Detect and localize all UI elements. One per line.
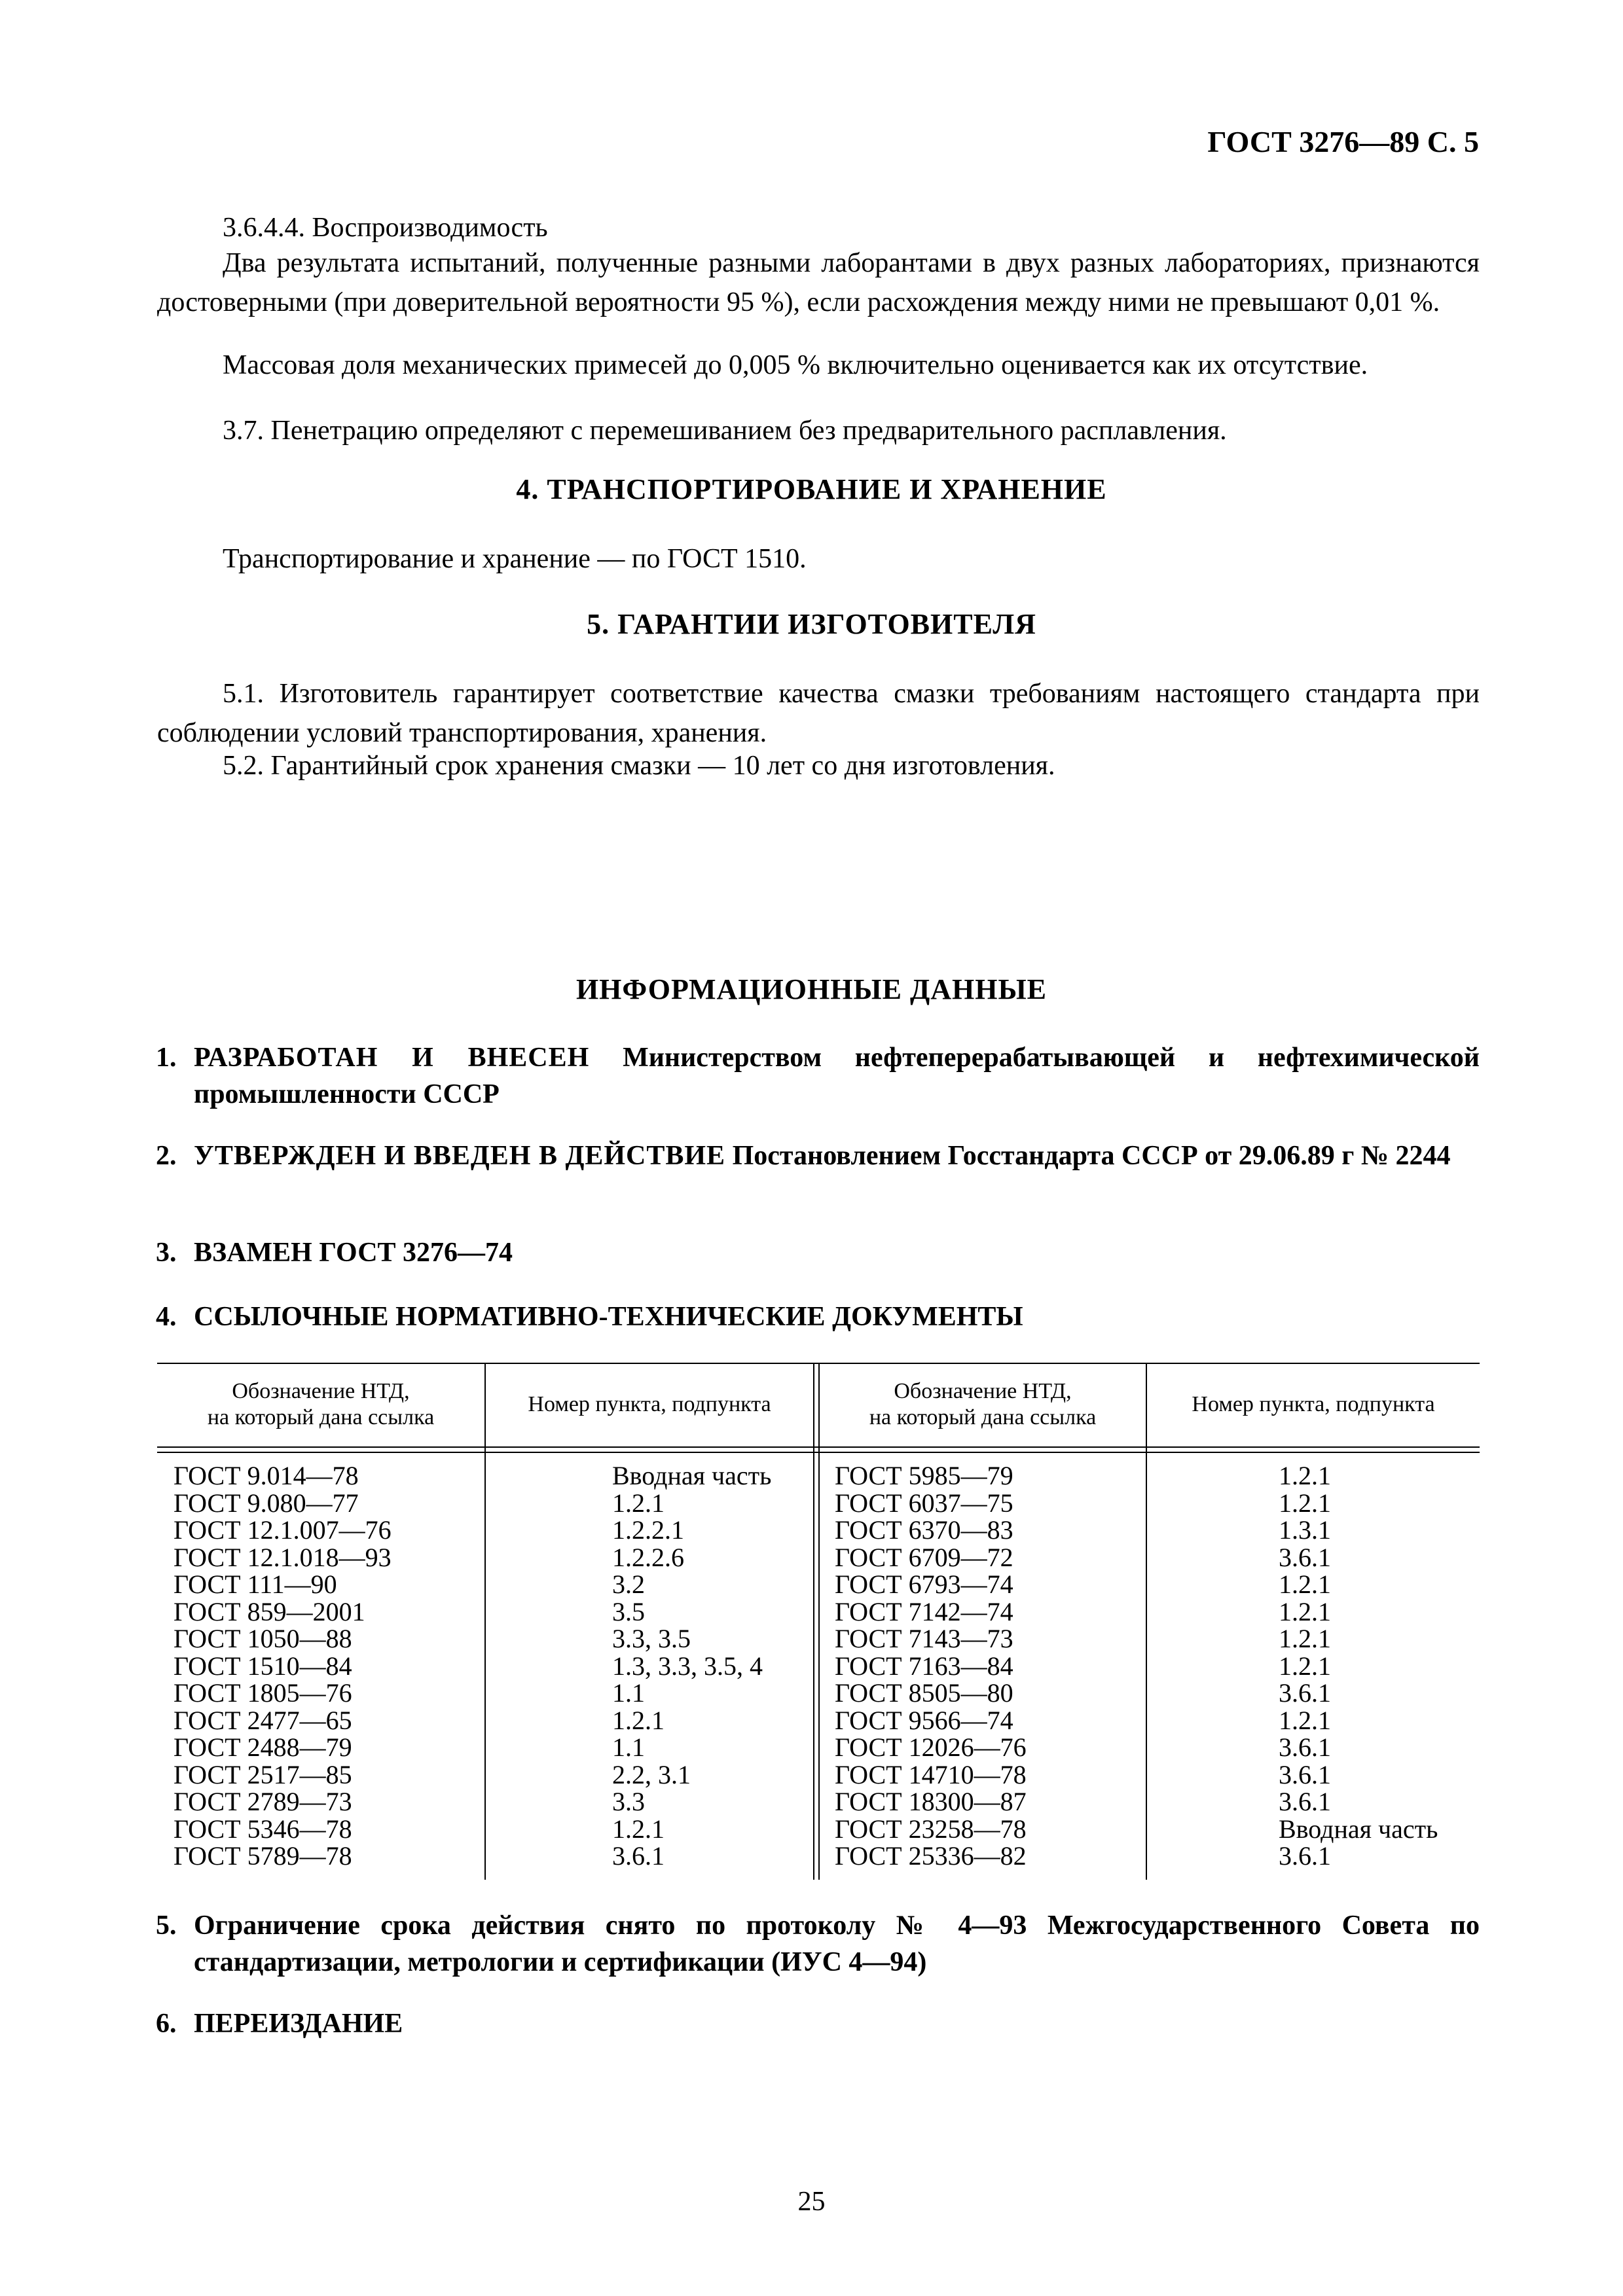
section-4-text: Транспортирование и хранение — по ГОСТ 1510. xyxy=(223,544,807,574)
table-cell: ГОСТ 2488—79 xyxy=(173,1732,352,1762)
table-cell: 1.2.1 xyxy=(1279,1705,1331,1735)
table-cell: ГОСТ 1805—76 xyxy=(173,1678,352,1708)
table-header-ntd-left xyxy=(157,1363,484,1446)
paragraph-impurities: Массовая доля механических примесей до 0,005 % включительно оценивается как их отсутствие. xyxy=(223,350,1368,380)
info-item-number: 2. xyxy=(156,1141,177,1171)
table-cell: ГОСТ 5985—79 xyxy=(835,1461,1013,1490)
table-cell: 1.2.1 xyxy=(1279,1488,1331,1518)
info-item-number: 3. xyxy=(156,1238,177,1268)
table-cell: 3.3, 3.5 xyxy=(612,1624,691,1653)
table-cell: 3.6.1 xyxy=(1279,1787,1331,1816)
table-header-ntd-right xyxy=(820,1363,1146,1446)
table-cell: 1.2.1 xyxy=(612,1488,665,1518)
info-item-6 xyxy=(156,2005,1480,2042)
section-4-title: 4. ТРАНСПОРТИРОВАНИЕ И ХРАНЕНИЕ xyxy=(516,473,1107,505)
table-cell: 1.2.1 xyxy=(1279,1624,1331,1653)
table-cell: ГОСТ 2477—65 xyxy=(173,1705,352,1735)
table-cell: ГОСТ 859—2001 xyxy=(173,1596,365,1626)
header-line: на который дана ссылка xyxy=(207,1405,435,1429)
left-docs-column xyxy=(173,1462,392,1870)
table-cell: 1.2.1 xyxy=(1279,1461,1331,1490)
header-line: Обозначение НТД, xyxy=(894,1379,1072,1403)
info-item-text: ПЕРЕИЗДАНИЕ xyxy=(194,2009,403,2039)
table-cell: ГОСТ 7142—74 xyxy=(835,1596,1013,1626)
table-cell: ГОСТ 18300—87 xyxy=(835,1787,1027,1816)
page-number: 25 xyxy=(797,2187,826,2217)
info-item-1 xyxy=(156,1039,1480,1113)
table-cell: 3.6.1 xyxy=(612,1841,665,1871)
info-item-number: 4. xyxy=(156,1302,177,1332)
table-cell: ГОСТ 9.080—77 xyxy=(173,1488,359,1518)
table-cell: ГОСТ 12.1.007—76 xyxy=(173,1515,392,1545)
paragraph-3-7: 3.7. Пенетрацию определяют с перемешиванием без предварительного расплавления. xyxy=(223,416,1227,446)
table-cell: 1.1 xyxy=(612,1732,645,1762)
table-cell: 1.3, 3.3, 3.5, 4 xyxy=(612,1651,763,1681)
table-cell: ГОСТ 2517—85 xyxy=(173,1759,352,1789)
table-cell: ГОСТ 12.1.018—93 xyxy=(173,1542,392,1572)
info-item-lead: УТВЕРЖДЕН И ВВЕДЕН В ДЕЙСТВИЕ xyxy=(194,1141,726,1171)
info-item-3 xyxy=(156,1234,1480,1271)
info-item-text: ВЗАМЕН ГОСТ 3276—74 xyxy=(194,1238,513,1268)
table-cell: ГОСТ 6709—72 xyxy=(835,1542,1013,1572)
table-header-item-right: Номер пункта, подпункта xyxy=(1192,1392,1435,1416)
info-item-5 xyxy=(156,1907,1480,1981)
table-cell: ГОСТ 5346—78 xyxy=(173,1814,352,1844)
info-title: ИНФОРМАЦИОННЫЕ ДАННЫЕ xyxy=(575,973,1048,1005)
table-header-item-left: Номер пункта, подпункта xyxy=(528,1392,771,1416)
table-cell: 3.2 xyxy=(612,1570,645,1599)
section-5-1: 5.1. Изготовитель гарантирует соответствие качества смазки требованиям настоящего стандарта при соблюдении условий транспортирования, хранения. xyxy=(157,679,1480,748)
table-cell: 3.6.1 xyxy=(1279,1732,1331,1762)
table-divider xyxy=(813,1363,814,1880)
table-cell: Вводная часть xyxy=(1279,1814,1438,1844)
table-cell: ГОСТ 6037—75 xyxy=(835,1488,1013,1518)
header-line: на который дана ссылка xyxy=(869,1405,1097,1429)
table-cell: 1.2.1 xyxy=(612,1814,665,1844)
table-cell: ГОСТ 23258—78 xyxy=(835,1814,1027,1844)
table-cell: 3.6.1 xyxy=(1279,1841,1331,1871)
table-cell: 1.2.2.6 xyxy=(612,1542,684,1572)
table-cell: ГОСТ 25336—82 xyxy=(835,1841,1027,1871)
table-cell: 1.1 xyxy=(612,1678,645,1708)
table-cell: 3.6.1 xyxy=(1279,1678,1331,1708)
section-5-title: 5. ГАРАНТИИ ИЗГОТОВИТЕЛЯ xyxy=(587,608,1036,640)
table-cell: ГОСТ 111—90 xyxy=(173,1570,337,1599)
table-cell: 2.2, 3.1 xyxy=(612,1759,691,1789)
table-cell: 3.6.1 xyxy=(1279,1542,1331,1572)
table-cell: ГОСТ 1510—84 xyxy=(173,1651,352,1681)
info-item-text: Ограничение срока действия снято по протоколу № 4—93 Межгосударственного Совета по стандартизации, метрологии и сертификации (ИУС 4—94) xyxy=(194,1910,1480,1977)
table-cell: Вводная часть xyxy=(612,1461,772,1490)
table-cell: ГОСТ 2789—73 xyxy=(173,1787,352,1816)
table-cell: 1.2.1 xyxy=(1279,1651,1331,1681)
info-item-2 xyxy=(156,1138,1480,1174)
header-line: Обозначение НТД, xyxy=(232,1379,410,1403)
paragraph-3-6-4-4: 3.6.4.4. Воспроизводимость xyxy=(223,213,548,243)
table-cell: 3.5 xyxy=(612,1596,645,1626)
table-cell: ГОСТ 12026—76 xyxy=(835,1732,1027,1762)
table-cell: 3.3 xyxy=(612,1787,645,1816)
table-cell: ГОСТ 1050—88 xyxy=(173,1624,352,1653)
right-docs-column xyxy=(835,1462,1027,1870)
table-cell: ГОСТ 7143—73 xyxy=(835,1624,1013,1653)
info-item-text: ССЫЛОЧНЫЕ НОРМАТИВНО-ТЕХНИЧЕСКИЕ ДОКУМЕНТЫ xyxy=(194,1302,1023,1332)
table-cell: 1.2.1 xyxy=(612,1705,665,1735)
info-item-number: 1. xyxy=(156,1043,177,1073)
table-cell: ГОСТ 14710—78 xyxy=(835,1759,1027,1789)
info-item-4 xyxy=(156,1299,1480,1335)
table-cell: ГОСТ 8505—80 xyxy=(835,1678,1013,1708)
paragraph-reproducibility: Два результата испытаний, полученные разными лаборантами в двух разных лабораториях, признаются достоверными (при доверительной вероятности 95 %), если расхождения между ними не превышают 0,01 %. xyxy=(157,248,1480,317)
info-item-lead: РАЗРАБОТАН И ВНЕСЕН xyxy=(194,1043,590,1073)
running-head: ГОСТ 3276—89 С. 5 xyxy=(1207,125,1479,158)
table-cell: 1.2.1 xyxy=(1279,1570,1331,1599)
section-5-2: 5.2. Гарантийный срок хранения смазки — 10 лет со дня изготовления. xyxy=(223,751,1055,781)
table-cell: ГОСТ 7163—84 xyxy=(835,1651,1013,1681)
table-cell: 1.2.2.1 xyxy=(612,1515,684,1545)
info-item-number: 5. xyxy=(156,1910,177,1941)
table-cell: 1.2.1 xyxy=(1279,1596,1331,1626)
info-item-text: Министерством нефтеперерабатывающей и нефтехимической промышленности СССР xyxy=(194,1043,1480,1109)
table-cell: 3.6.1 xyxy=(1279,1759,1331,1789)
table-cell: ГОСТ 5789—78 xyxy=(173,1841,352,1871)
left-items-column xyxy=(612,1462,771,1870)
info-item-text: Постановлением Госстандарта СССР от 29.06.89 г № 2244 xyxy=(725,1141,1451,1171)
table-cell: ГОСТ 6793—74 xyxy=(835,1570,1013,1599)
right-items-column xyxy=(1279,1462,1438,1870)
table-cell: 1.3.1 xyxy=(1279,1515,1331,1545)
table-cell: ГОСТ 6370—83 xyxy=(835,1515,1013,1545)
table-cell: ГОСТ 9.014—78 xyxy=(173,1461,359,1490)
table-cell: ГОСТ 9566—74 xyxy=(835,1705,1013,1735)
info-item-number: 6. xyxy=(156,2009,177,2039)
